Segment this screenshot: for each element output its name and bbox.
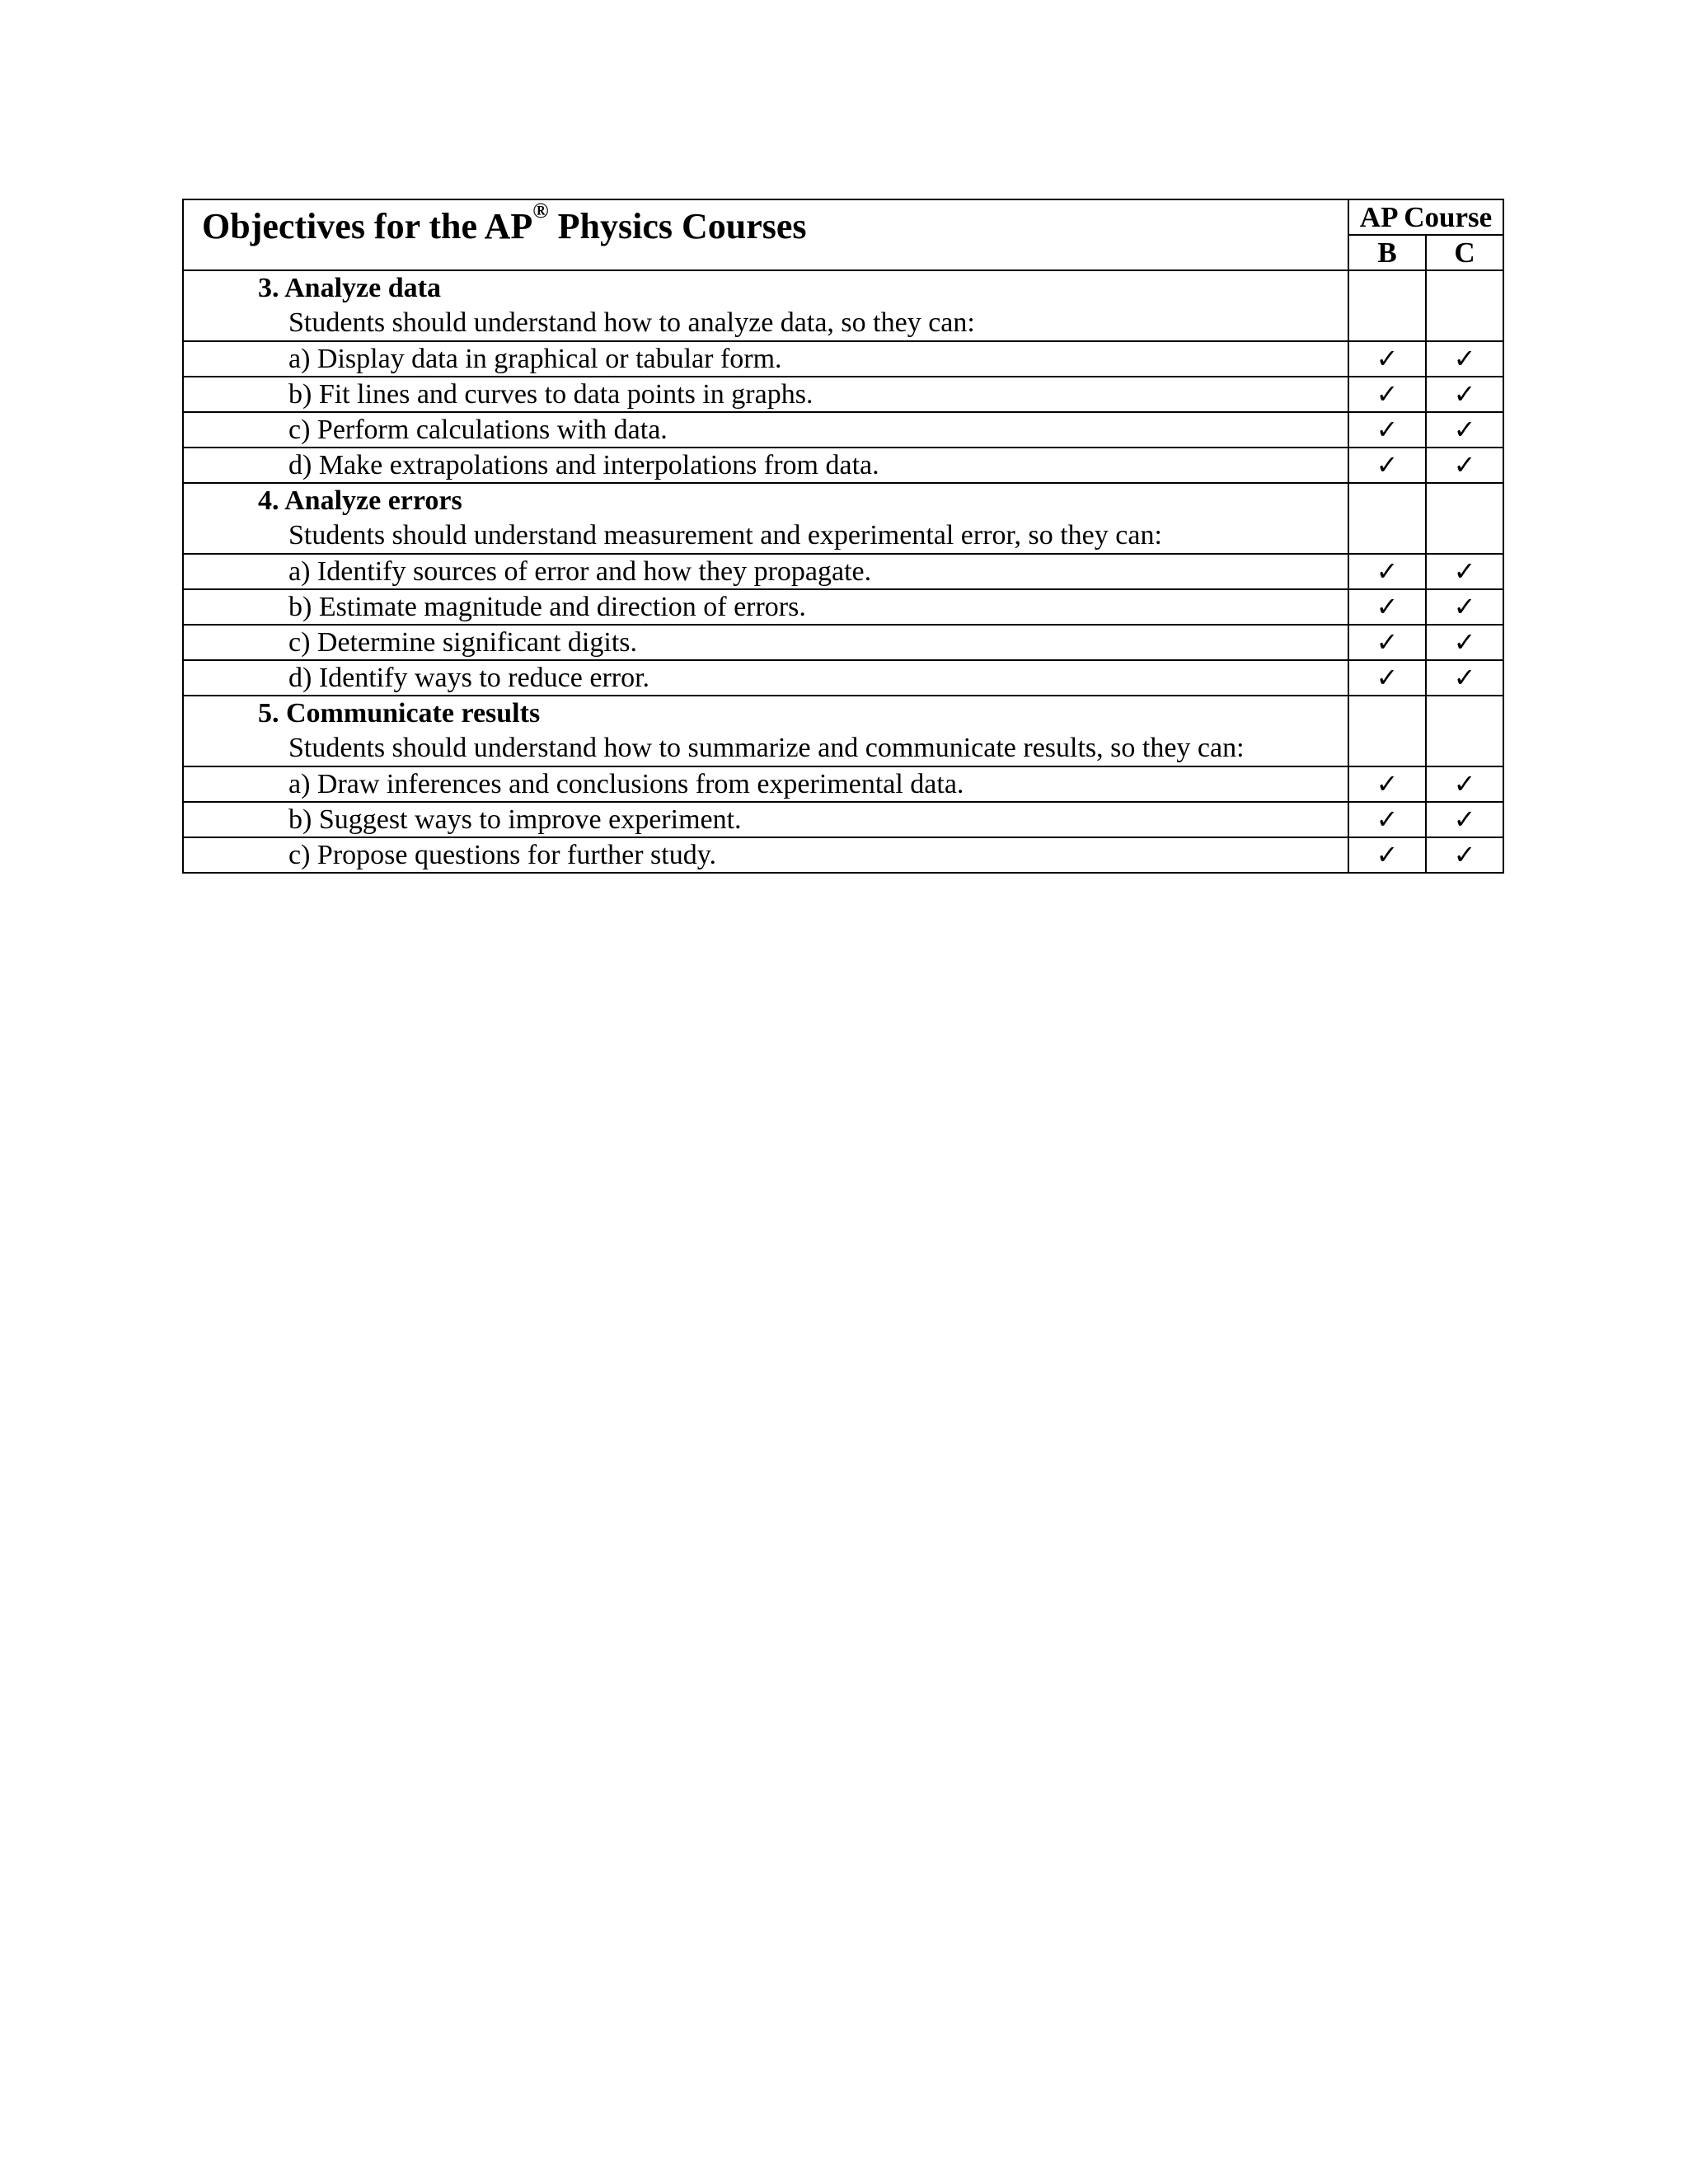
section-intro: Students should understand how to analyze data, so they can: [288,307,975,338]
checkmark-icon-c: ✓ [1426,766,1503,802]
table-row [183,589,1503,625]
checkmark-icon-c: ✓ [1426,837,1503,873]
checkmark-icon-b: ✓ [1348,554,1426,589]
section-cell [183,696,1348,766]
checkmark-icon-c: ✓ [1426,448,1503,483]
checkmark-icon-b: ✓ [1348,802,1426,837]
table-row [183,625,1503,660]
section-empty-cell-b [1348,696,1426,766]
objective-text: b) Estimate magnitude and direction of errors. [183,589,1348,625]
section-row [183,270,1503,341]
objectives-table [182,199,1504,874]
table-row [183,660,1503,696]
objective-text: d) Identify ways to reduce error. [183,660,1348,696]
checkmark-icon-b: ✓ [1348,837,1426,873]
section-heading: 5. Communicate results [258,698,541,729]
section-cell [183,483,1348,554]
objective-text: c) Determine significant digits. [183,625,1348,660]
table-row [183,377,1503,412]
section-empty-cell-b [1348,270,1426,341]
checkmark-icon-b: ✓ [1348,766,1426,802]
table-row [183,837,1503,873]
section-row [183,696,1503,766]
table-row [183,766,1503,802]
column-c-header: C [1426,235,1503,270]
section-empty-cell-c [1426,270,1503,341]
section-empty-cell-b [1348,483,1426,554]
table-row [183,412,1503,448]
checkmark-icon-c: ✓ [1426,589,1503,625]
checkmark-icon-b: ✓ [1348,412,1426,448]
title-text-end: Physics Courses [548,206,807,246]
objective-text: c) Propose questions for further study. [183,837,1348,873]
column-b-header: B [1348,235,1426,270]
section-empty-cell-c [1426,483,1503,554]
objective-text: a) Display data in graphical or tabular form. [183,341,1348,377]
section-empty-cell-c [1426,696,1503,766]
checkmark-icon-b: ✓ [1348,660,1426,696]
table-row [183,341,1503,377]
page-title [183,199,1348,270]
section-cell [183,270,1348,341]
checkmark-icon-c: ✓ [1426,412,1503,448]
table-body [183,199,1503,873]
checkmark-icon-b: ✓ [1348,625,1426,660]
table-row [183,448,1503,483]
objective-text: b) Fit lines and curves to data points in graphs. [183,377,1348,412]
table-row [183,802,1503,837]
objective-text: a) Identify sources of error and how they propagate. [183,554,1348,589]
checkmark-icon-c: ✓ [1426,660,1503,696]
checkmark-icon-b: ✓ [1348,448,1426,483]
section-intro: Students should understand measurement and experimental error, so they can: [288,520,1162,551]
checkmark-icon-c: ✓ [1426,625,1503,660]
checkmark-icon-b: ✓ [1348,589,1426,625]
table-row [183,554,1503,589]
section-heading: 4. Analyze errors [258,485,462,516]
ap-course-header: AP Course [1348,199,1503,235]
checkmark-icon-b: ✓ [1348,341,1426,377]
checkmark-icon-b: ✓ [1348,377,1426,412]
checkmark-icon-c: ✓ [1426,341,1503,377]
section-intro: Students should understand how to summarize and communicate results, so they can: [288,733,1245,763]
objective-text: a) Draw inferences and conclusions from experimental data. [183,766,1348,802]
objective-text: c) Perform calculations with data. [183,412,1348,448]
objective-text: d) Make extrapolations and interpolations from data. [183,448,1348,483]
title-text: Objectives for the AP [202,206,533,246]
header-row [183,199,1503,235]
section-row [183,483,1503,554]
registered-mark: ® [532,199,549,223]
checkmark-icon-c: ✓ [1426,377,1503,412]
objective-text: b) Suggest ways to improve experiment. [183,802,1348,837]
section-heading: 3. Analyze data [258,273,441,303]
checkmark-icon-c: ✓ [1426,802,1503,837]
checkmark-icon-c: ✓ [1426,554,1503,589]
